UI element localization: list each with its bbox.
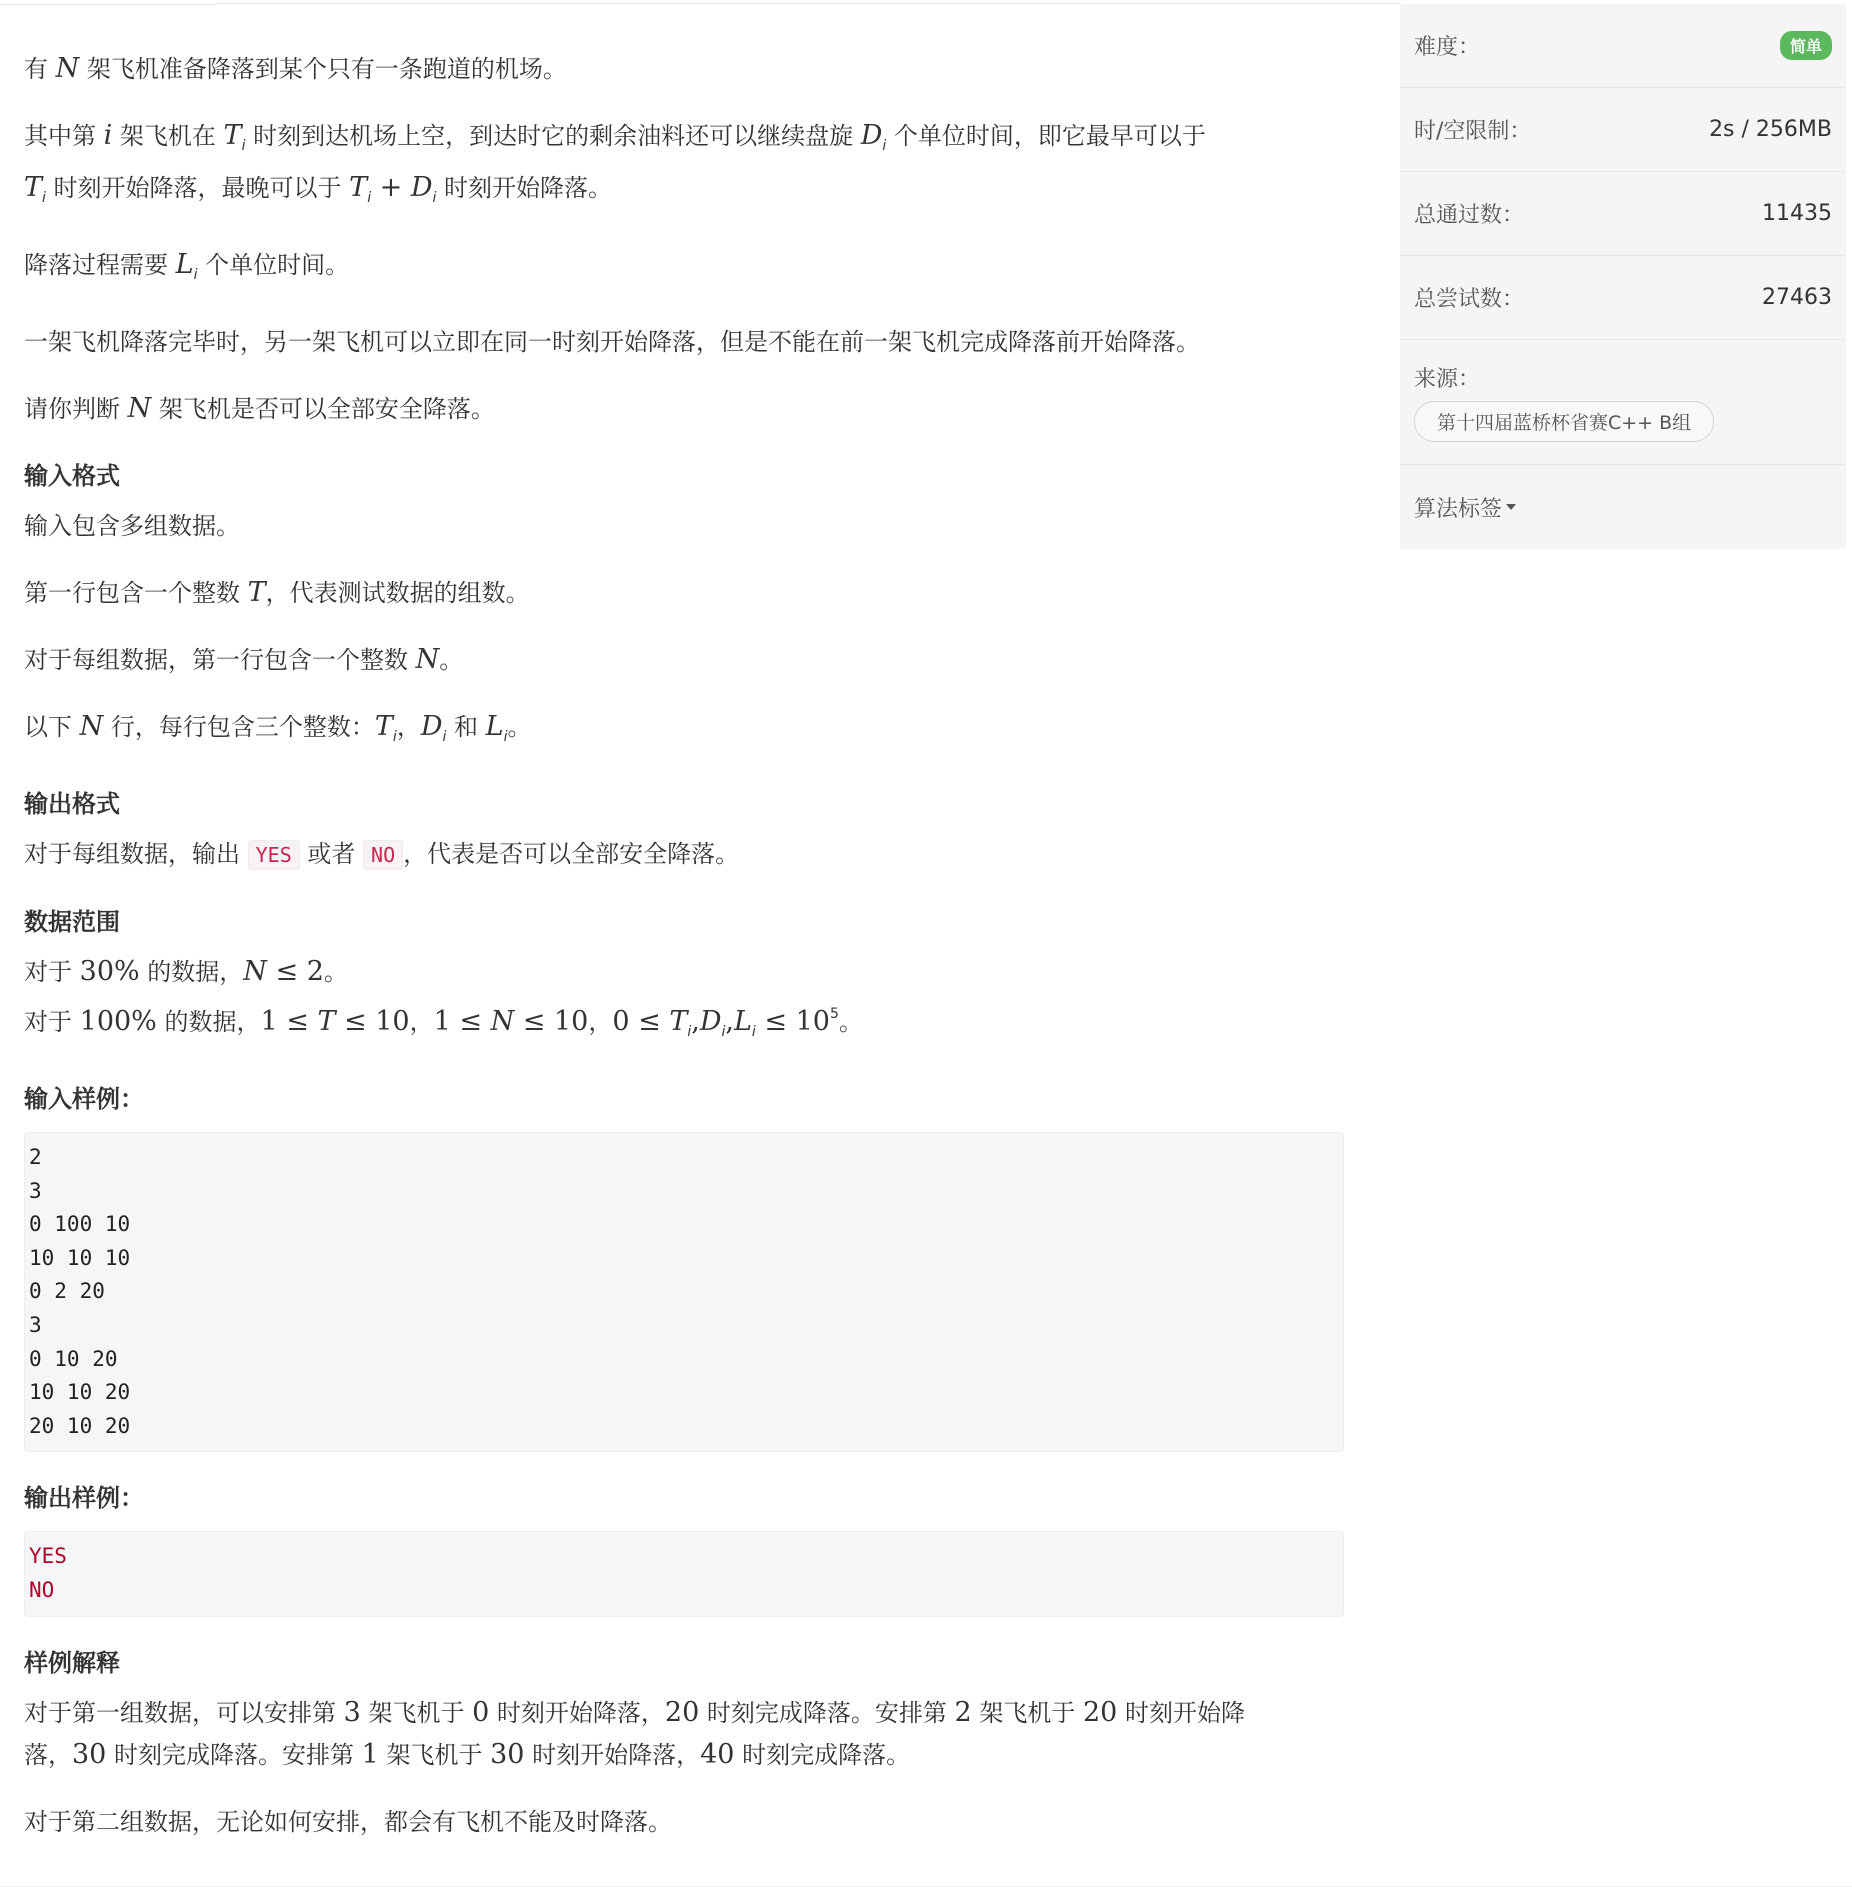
footer-divider <box>0 1886 1852 1887</box>
explanation-heading: 样例解释 <box>24 1648 120 1677</box>
input-format-line-4: 以下 N 行，每行包含三个整数：$T_i$，$D_i$ 和 $L_i$。 <box>24 711 532 745</box>
description-paragraph-5: 请你判断 N 架飞机是否可以全部安全降落。 <box>24 393 495 424</box>
active-tab-indicator <box>0 0 216 5</box>
no-code: NO <box>363 840 403 870</box>
tried-label: 总尝试数： <box>1414 287 1525 312</box>
description-paragraph-1: 有 N 架飞机准备降落到某个只有一条跑道的机场。 <box>24 53 567 84</box>
source-label: 来源： <box>1414 367 1481 392</box>
algorithm-tags-label: 算法标签 <box>1414 496 1503 522</box>
problem-description <box>24 48 1354 1868</box>
sample-output-heading: 输出样例： <box>24 1484 144 1513</box>
sample-input-code[interactable]: 2 3 0 100 10 10 10 10 0 2 20 3 0 10 20 10 10 20 20 10 20 <box>24 1132 1344 1452</box>
output-format-line: 对于每组数据，输出 YES 或者 NO ，代表是否可以全部安全降落。 <box>24 840 740 868</box>
input-format-line-2: 第一行包含一个整数 T，代表测试数据的组数。 <box>24 577 530 608</box>
explanation-paragraph-2: 对于第二组数据，无论如何安排，都会有飞机不能及时降落。 <box>24 1807 672 1836</box>
description-paragraph-2: 其中第 i 架飞机在 $T_i$ 时刻到达机场上空，到达时它的剩余油料还可以继续盘旋 $D_i$ 个单位时间，即它最早可以于 $T_i$ 时刻开始降落，最晚可以于 $T_i + D_i$ 时刻开始降落。 <box>24 120 1206 206</box>
input-format-line-3: 对于每组数据，第一行包含一个整数 N。 <box>24 644 464 675</box>
source-row <box>1400 340 1846 465</box>
yes-code: YES <box>248 840 300 870</box>
description-paragraph-4: 一架飞机降落完毕时，另一架飞机可以立即在同一时刻开始降落，但是不能在前一架飞机完成降落前开始降落。 <box>24 328 1200 356</box>
passed-value: 11435 <box>1762 201 1832 226</box>
source-tag[interactable]: 第十四届蓝桥杯省赛C++ B组 <box>1414 401 1714 442</box>
data-range-heading: 数据范围 <box>24 908 120 936</box>
difficulty-label: 难度： <box>1414 35 1481 60</box>
output-format-heading: 输出格式 <box>24 790 120 818</box>
limit-label: 时/空限制： <box>1414 119 1532 144</box>
limit-value: 2s / 256MB <box>1709 117 1832 142</box>
data-range-line-1: 对于 30% 的数据，N ≤ 2。 <box>24 956 348 987</box>
tab-bar-divider <box>216 3 1401 4</box>
sample-input-heading: 输入样例： <box>24 1085 144 1113</box>
description-paragraph-3: 降落过程需要 $L_i$ 个单位时间。 <box>24 249 350 283</box>
difficulty-badge: 简单 <box>1780 31 1832 60</box>
explanation-paragraph-1: 对于第一组数据，可以安排第 3 架飞机于 0 时刻开始降落，20 时刻完成降落。安排第 2 架飞机于 20 时刻开始降 落，30 时刻完成降落。安排第 1 架飞机于 30 时刻开始降落，40 时刻完成降落。 <box>24 1696 1245 1770</box>
difficulty-row <box>1400 4 1846 88</box>
input-format-heading: 输入格式 <box>24 462 120 490</box>
algorithm-tags-toggle[interactable] <box>1400 465 1846 549</box>
caret-down-icon <box>1506 504 1516 510</box>
tried-value: 27463 <box>1762 285 1832 310</box>
passed-label: 总通过数： <box>1414 203 1525 228</box>
sample-output-code[interactable]: YES NO <box>24 1531 1344 1616</box>
data-range-line-2: 对于 100% 的数据，1 ≤ T ≤ 10，1 ≤ N ≤ 10，$0 \le T_i,D_i,L_i \le 10^5$。 <box>24 1006 863 1040</box>
limit-row <box>1400 88 1846 172</box>
passed-row <box>1400 172 1846 256</box>
problem-info-sidebar <box>1400 4 1846 549</box>
input-format-line-1: 输入包含多组数据。 <box>24 512 240 540</box>
tried-row <box>1400 256 1846 340</box>
